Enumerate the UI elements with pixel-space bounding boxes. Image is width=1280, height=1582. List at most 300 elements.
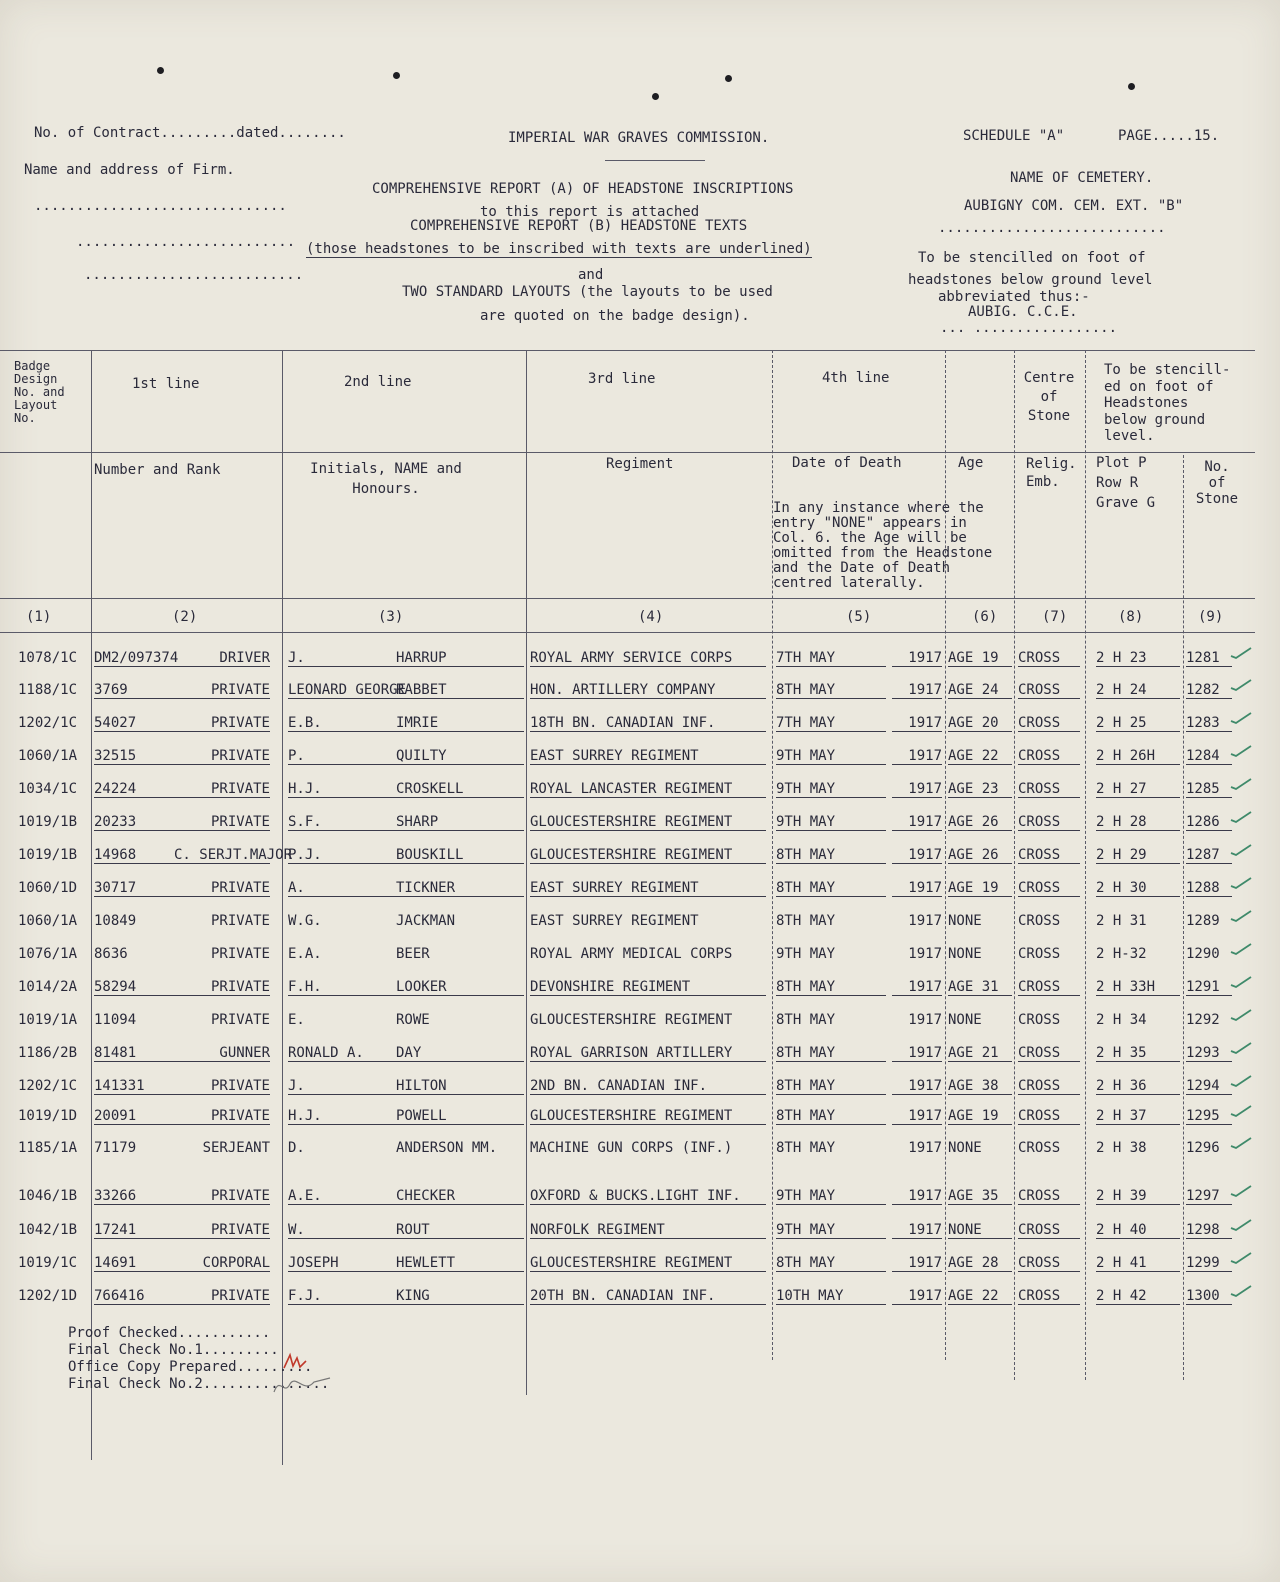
service-number-cell: 81481 — [94, 1045, 184, 1062]
rank-cell: PRIVATE — [174, 748, 270, 765]
proof-checked: Proof Checked........... — [68, 1325, 271, 1341]
surname-cell: RABBET — [396, 682, 524, 699]
religious-emblem-cell: CROSS — [1018, 1222, 1080, 1239]
regiment-cell: ROYAL GARRISON ARTILLERY — [530, 1045, 766, 1062]
badge-no-cell: 1034/1C — [18, 781, 78, 797]
stone-number-cell: 1299 — [1186, 1255, 1232, 1272]
initials-cell: D. — [288, 1140, 305, 1156]
death-year-cell: 1917 — [892, 1045, 942, 1062]
death-date-cell: 8TH MAY — [776, 1045, 886, 1062]
grave-ref-cell: 2 H 38 — [1096, 1140, 1147, 1156]
death-date-cell: 8TH MAY — [776, 1108, 886, 1125]
death-year-cell: 1917 — [892, 1255, 942, 1272]
service-number-cell: 3769 — [94, 682, 184, 699]
stone-number-cell: 1294 — [1186, 1078, 1232, 1095]
stone-number-cell: 1288 — [1186, 880, 1232, 897]
rank-cell: PRIVATE — [174, 1222, 270, 1239]
punch-hole — [1127, 82, 1137, 92]
age-cell: AGE 38 — [948, 1078, 1012, 1095]
check-tick-icon — [1230, 742, 1252, 754]
age-cell: AGE 19 — [948, 650, 1012, 667]
punch-hole — [156, 66, 166, 76]
religious-emblem-cell: CROSS — [1018, 715, 1080, 732]
stone-number-cell: 1290 — [1186, 946, 1220, 962]
death-date-cell: 9TH MAY — [776, 748, 886, 765]
title-rule — [605, 160, 705, 161]
badge-no-cell: 1188/1C — [18, 682, 78, 698]
stone-number-cell: 1298 — [1186, 1222, 1232, 1239]
stencil-line-3: abbreviated thus:- — [938, 289, 1090, 305]
col2-subheader: Number and Rank — [94, 462, 221, 478]
check-tick-icon — [1230, 1282, 1252, 1294]
col-divider — [91, 350, 92, 1460]
death-year-cell: 1917 — [892, 1222, 942, 1239]
rank-cell: PRIVATE — [174, 979, 270, 996]
death-year-cell: 1917 — [892, 1078, 942, 1095]
and-text: and — [578, 267, 604, 283]
stone-number-cell: 1286 — [1186, 814, 1232, 831]
surname-cell: DAY — [396, 1045, 524, 1062]
regiment-cell: GLOUCESTERSHIRE REGIMENT — [530, 1108, 766, 1125]
col3-subheader: Initials, NAME and Honours. — [310, 461, 462, 497]
contract-line: No. of Contract.........dated........ — [34, 125, 346, 141]
regiment-cell: EAST SURREY REGIMENT — [530, 748, 766, 765]
service-number-cell: 10849 — [94, 913, 137, 929]
col1-header: Badge Design No. and Layout No. — [14, 359, 65, 425]
office-copy: Office Copy Prepared......... — [68, 1359, 313, 1375]
column-number: (7) — [1042, 609, 1068, 625]
rank-cell: PRIVATE — [174, 1188, 270, 1205]
col5-header: 4th line — [822, 370, 890, 386]
regiment-cell: GLOUCESTERSHIRE REGIMENT — [530, 847, 766, 864]
stone-number-cell: 1283 — [1186, 715, 1232, 732]
initials-cell: J. — [288, 1078, 398, 1095]
death-date-cell: 8TH MAY — [776, 913, 836, 929]
initials-cell: J. — [288, 650, 398, 667]
death-date-cell: 8TH MAY — [776, 1140, 836, 1156]
badge-no-cell: 1014/2A — [18, 979, 78, 995]
stone-number-cell: 1300 — [1186, 1288, 1232, 1305]
stone-number-cell: 1289 — [1186, 913, 1220, 929]
regiment-cell: GLOUCESTERSHIRE REGIMENT — [530, 1012, 733, 1028]
age-cell: NONE — [948, 913, 982, 929]
initials-cell: W.G. — [288, 913, 322, 929]
surname-cell: ROUT — [396, 1222, 524, 1239]
col4-subheader: Regiment — [606, 456, 674, 472]
death-date-cell: 9TH MAY — [776, 946, 836, 962]
service-number-cell: 141331 — [94, 1078, 184, 1095]
surname-cell: TICKNER — [396, 880, 524, 897]
col8-subheader: Plot P Row R Grave G — [1096, 455, 1156, 511]
rank-cell: PRIVATE — [174, 781, 270, 798]
check-tick-icon — [1230, 940, 1252, 952]
col5-subheader: Date of Death — [792, 455, 902, 471]
badge-no-cell: 1019/1B — [18, 814, 78, 830]
column-number: (2) — [172, 609, 198, 625]
column-number: (3) — [378, 609, 404, 625]
rank-cell: PRIVATE — [174, 1288, 270, 1305]
service-number-cell: 54027 — [94, 715, 184, 732]
check-tick-icon — [1230, 709, 1252, 721]
check-tick-icon — [1230, 1102, 1252, 1114]
badge-no-cell: 1060/1A — [18, 748, 78, 764]
service-number-cell: DM2/097374 — [94, 650, 184, 667]
col7-header: Centre of Stone — [1023, 370, 1075, 424]
age-cell: AGE 19 — [948, 880, 1012, 897]
col-divider — [526, 350, 527, 1395]
grave-ref-cell: 2 H 35 — [1096, 1045, 1180, 1062]
check-tick-icon — [1230, 808, 1252, 820]
badge-no-cell: 1060/1A — [18, 913, 78, 929]
regiment-cell: EAST SURREY REGIMENT — [530, 913, 699, 929]
service-number-cell: 58294 — [94, 979, 184, 996]
check-tick-icon — [1230, 1249, 1252, 1261]
death-year-cell: 1917 — [908, 913, 942, 929]
column-number: (1) — [26, 609, 52, 625]
stone-number-cell: 1284 — [1186, 748, 1232, 765]
col-divider — [1183, 455, 1184, 1380]
religious-emblem-cell: CROSS — [1018, 1108, 1080, 1125]
service-number-cell: 11094 — [94, 1012, 137, 1028]
check-tick-icon — [1230, 1072, 1252, 1084]
stencil-line-2: headstones below ground level — [908, 272, 1153, 288]
religious-emblem-cell: CROSS — [1018, 1045, 1080, 1062]
grave-ref-cell: 2 H 36 — [1096, 1078, 1180, 1095]
age-cell: AGE 31 — [948, 979, 1012, 996]
punch-hole — [724, 74, 734, 84]
check-tick-icon — [1230, 874, 1252, 886]
death-date-cell: 8TH MAY — [776, 847, 886, 864]
check-tick-icon — [1230, 1006, 1252, 1018]
surname-cell: KING — [396, 1288, 524, 1305]
death-date-cell: 10TH MAY — [776, 1288, 886, 1305]
badge-no-cell: 1202/1C — [18, 1078, 78, 1094]
death-year-cell: 1917 — [908, 946, 942, 962]
column-number: (6) — [972, 609, 998, 625]
grave-ref-cell: 2 H 24 — [1096, 682, 1180, 699]
regiment-cell: MACHINE GUN CORPS (INF.) — [530, 1140, 733, 1156]
cemetery-label: NAME OF CEMETERY. — [1010, 170, 1154, 186]
service-number-cell: 17241 — [94, 1222, 184, 1239]
stone-number-cell: 1285 — [1186, 781, 1232, 798]
badge-no-cell: 1185/1A — [18, 1140, 78, 1156]
age-cell: NONE — [948, 1012, 982, 1028]
report-a-title: COMPREHENSIVE REPORT (A) OF HEADSTONE INSCRIPTIONS — [372, 181, 794, 197]
stone-number-cell: 1295 — [1186, 1108, 1232, 1125]
death-year-cell: 1917 — [892, 781, 942, 798]
surname-cell: BEER — [396, 946, 430, 962]
grave-ref-cell: 2 H 27 — [1096, 781, 1180, 798]
age-omission-note: In any instance where the entry "NONE" appears in Col. 6. the Age will be omitted from the Headstone and the Date of Death centred laterally. — [773, 500, 993, 591]
rank-cell: PRIVATE — [210, 946, 270, 962]
layouts-line-2: are quoted on the badge design). — [480, 308, 750, 324]
regiment-cell: ROYAL ARMY MEDICAL CORPS — [530, 946, 733, 962]
religious-emblem-cell: CROSS — [1018, 650, 1080, 667]
death-year-cell: 1917 — [892, 847, 942, 864]
death-year-cell: 1917 — [892, 880, 942, 897]
religious-emblem-cell: CROSS — [1018, 1255, 1080, 1272]
check-tick-icon — [1230, 676, 1252, 688]
rank-cell: C. SERJT.MAJOR — [174, 847, 293, 863]
stencil-line-1: To be stencilled on foot of — [918, 250, 1146, 266]
badge-no-cell: 1078/1C — [18, 650, 78, 666]
religious-emblem-cell: CROSS — [1018, 1078, 1080, 1095]
grave-ref-cell: 2 H 23 — [1096, 650, 1180, 667]
death-date-cell: 7TH MAY — [776, 650, 886, 667]
religious-emblem-cell: CROSS — [1018, 1140, 1061, 1156]
col-divider — [282, 350, 283, 1465]
check-tick-icon — [1230, 973, 1252, 985]
regiment-cell: OXFORD & BUCKS.LIGHT INF. — [530, 1188, 766, 1205]
initials-cell: E.A. — [288, 946, 322, 962]
initials-cell: A.E. — [288, 1188, 398, 1205]
firm-dots-2: .......................... — [76, 234, 296, 250]
surname-cell: CROSKELL — [396, 781, 524, 798]
table-top-rule — [0, 350, 1255, 351]
badge-no-cell: 1019/1A — [18, 1012, 78, 1028]
regiment-cell: 2ND BN. CANADIAN INF. — [530, 1078, 766, 1095]
regiment-cell: ROYAL ARMY SERVICE CORPS — [530, 650, 766, 667]
service-number-cell: 14691 — [94, 1255, 184, 1272]
death-date-cell: 8TH MAY — [776, 880, 886, 897]
regiment-cell: GLOUCESTERSHIRE REGIMENT — [530, 1255, 766, 1272]
rank-cell: GUNNER — [174, 1045, 270, 1062]
initials-cell: P. — [288, 748, 398, 765]
final-check-2: Final Check No.2............... — [68, 1376, 330, 1392]
regiment-cell: 20TH BN. CANADIAN INF. — [530, 1288, 766, 1305]
grave-ref-cell: 2 H 25 — [1096, 715, 1180, 732]
rank-cell: PRIVATE — [174, 1078, 270, 1095]
initials-cell: LEONARD GEORGE — [288, 682, 407, 698]
col2-header: 1st line — [132, 376, 200, 392]
initials-cell: E.B. — [288, 715, 398, 732]
religious-emblem-cell: CROSS — [1018, 781, 1080, 798]
page-number: PAGE.....15. — [1118, 128, 1220, 144]
check-tick-icon — [1230, 841, 1252, 853]
service-number-cell: 20233 — [94, 814, 184, 831]
regiment-cell: ROYAL LANCASTER REGIMENT — [530, 781, 766, 798]
badge-no-cell: 1019/1D — [18, 1108, 78, 1124]
religious-emblem-cell: CROSS — [1018, 748, 1080, 765]
age-cell: AGE 22 — [948, 1288, 1012, 1305]
stencil-dots: ... ................. — [940, 320, 1118, 336]
rank-cell: DRIVER — [174, 650, 270, 667]
surname-cell: HEWLETT — [396, 1255, 524, 1272]
numbers-rule — [0, 632, 1255, 633]
surname-cell: JACKMAN — [396, 913, 456, 929]
column-number: (5) — [846, 609, 872, 625]
initials-cell: RONALD A. — [288, 1045, 398, 1062]
cemetery-name: AUBIGNY COM. CEM. EXT. "B" — [964, 198, 1184, 214]
death-date-cell: 8TH MAY — [776, 1012, 836, 1028]
regiment-cell: DEVONSHIRE REGIMENT — [530, 979, 766, 996]
check-tick-icon — [1230, 1039, 1252, 1051]
grave-ref-cell: 2 H 31 — [1096, 913, 1147, 929]
religious-emblem-cell: CROSS — [1018, 946, 1061, 962]
grave-ref-cell: 2 H 37 — [1096, 1108, 1180, 1125]
grave-ref-cell: 2 H 34 — [1096, 1012, 1147, 1028]
age-cell: AGE 20 — [948, 715, 1012, 732]
grave-ref-cell: 2 H 26H — [1096, 748, 1180, 765]
badge-no-cell: 1046/1B — [18, 1188, 78, 1204]
rank-cell: PRIVATE — [210, 1012, 270, 1028]
punch-hole — [392, 71, 402, 81]
surname-cell: ANDERSON MM. — [396, 1140, 498, 1156]
regiment-cell: GLOUCESTERSHIRE REGIMENT — [530, 814, 766, 831]
death-date-cell: 8TH MAY — [776, 1078, 886, 1095]
grave-ref-cell: 2 H 40 — [1096, 1222, 1180, 1239]
religious-emblem-cell: CROSS — [1018, 682, 1080, 699]
regiment-cell: NORFOLK REGIMENT — [530, 1222, 766, 1239]
surname-cell: CHECKER — [396, 1188, 524, 1205]
religious-emblem-cell: CROSS — [1018, 880, 1080, 897]
badge-no-cell: 1060/1D — [18, 880, 78, 896]
badge-no-cell: 1202/1D — [18, 1288, 78, 1304]
death-year-cell: 1917 — [892, 682, 942, 699]
stone-number-cell: 1282 — [1186, 682, 1232, 699]
firm-dots-3: .......................... — [84, 267, 304, 283]
initials-cell: S.F. — [288, 814, 398, 831]
rank-cell: PRIVATE — [174, 682, 270, 699]
death-year-cell: 1917 — [892, 748, 942, 765]
col89-header: To be stencill- ed on foot of Headstones below ground level. — [1104, 362, 1231, 444]
death-date-cell: 9TH MAY — [776, 814, 886, 831]
commission-title: IMPERIAL WAR GRAVES COMMISSION. — [508, 130, 770, 146]
rank-cell: PRIVATE — [174, 715, 270, 732]
stone-number-cell: 1296 — [1186, 1140, 1220, 1156]
initials-cell: F.H. — [288, 979, 398, 996]
service-number-cell: 20091 — [94, 1108, 184, 1125]
column-number: (4) — [638, 609, 664, 625]
surname-cell: IMRIE — [396, 715, 524, 732]
initials-cell: E. — [288, 1012, 305, 1028]
religious-emblem-cell: CROSS — [1018, 979, 1080, 996]
grave-ref-cell: 2 H 30 — [1096, 880, 1180, 897]
rank-cell: SERJEANT — [202, 1140, 270, 1156]
badge-no-cell: 1019/1C — [18, 1255, 78, 1271]
death-year-cell: 1917 — [892, 1188, 942, 1205]
religious-emblem-cell: CROSS — [1018, 1288, 1080, 1305]
badge-no-cell: 1019/1B — [18, 847, 78, 863]
stone-number-cell: 1287 — [1186, 847, 1232, 864]
schedule-label: SCHEDULE "A" — [963, 128, 1065, 144]
surname-cell: LOOKER — [396, 979, 524, 996]
layouts-line-1: TWO STANDARD LAYOUTS (the layouts to be used — [402, 284, 773, 300]
regiment-cell: HON. ARTILLERY COMPANY — [530, 682, 766, 699]
surname-cell: HARRUP — [396, 650, 524, 667]
death-year-cell: 1917 — [908, 1012, 942, 1028]
death-date-cell: 8TH MAY — [776, 1255, 886, 1272]
death-date-cell: 9TH MAY — [776, 1222, 886, 1239]
service-number-cell: 71179 — [94, 1140, 137, 1156]
col9-subheader: No. of Stone — [1195, 459, 1239, 507]
surname-cell: POWELL — [396, 1108, 524, 1125]
badge-no-cell: 1076/1A — [18, 946, 78, 962]
surname-cell: QUILTY — [396, 748, 524, 765]
initials-cell: H.J. — [288, 781, 398, 798]
age-cell: AGE 21 — [948, 1045, 1012, 1062]
religious-emblem-cell: CROSS — [1018, 814, 1080, 831]
pencil-initials-mark — [270, 1372, 334, 1398]
check-tick-icon — [1230, 907, 1252, 919]
service-number-cell: 24224 — [94, 781, 184, 798]
col-divider — [1085, 350, 1086, 1380]
col7-subheader: Relig. Emb. — [1026, 456, 1077, 490]
rank-cell: PRIVATE — [210, 913, 270, 929]
religious-emblem-cell: CROSS — [1018, 913, 1061, 929]
red-initials-mark — [282, 1352, 308, 1372]
check-tick-icon — [1230, 1134, 1252, 1146]
badge-no-cell: 1042/1B — [18, 1222, 78, 1238]
initials-cell: P.J. — [288, 847, 398, 864]
column-number: (8) — [1118, 609, 1144, 625]
age-cell: AGE 22 — [948, 748, 1012, 765]
col6-subheader: Age — [958, 455, 984, 471]
religious-emblem-cell: CROSS — [1018, 1012, 1061, 1028]
check-tick-icon — [1230, 1216, 1252, 1228]
religious-emblem-cell: CROSS — [1018, 847, 1080, 864]
stone-number-cell: 1291 — [1186, 979, 1232, 996]
rank-cell: CORPORAL — [174, 1255, 270, 1272]
grave-ref-cell: 2 H 28 — [1096, 814, 1180, 831]
age-cell: AGE 26 — [948, 814, 1012, 831]
report-b-title: COMPREHENSIVE REPORT (B) HEADSTONE TEXTS — [410, 218, 748, 234]
check-tick-icon — [1230, 1182, 1252, 1194]
age-cell: AGE 24 — [948, 682, 1012, 699]
initials-cell: A. — [288, 880, 398, 897]
death-year-cell: 1917 — [892, 979, 942, 996]
regiment-cell: EAST SURREY REGIMENT — [530, 880, 766, 897]
surname-cell: BOUSKILL — [396, 847, 524, 864]
final-check-1: Final Check No.1......... — [68, 1342, 279, 1358]
age-cell: NONE — [948, 1222, 1012, 1239]
grave-ref-cell: 2 H 41 — [1096, 1255, 1180, 1272]
age-cell: AGE 23 — [948, 781, 1012, 798]
rank-cell: PRIVATE — [174, 814, 270, 831]
grave-ref-cell: 2 H-32 — [1096, 946, 1147, 962]
stone-number-cell: 1281 — [1186, 650, 1232, 667]
stencil-abbrev: AUBIG. C.C.E. — [968, 304, 1078, 320]
death-date-cell: 8TH MAY — [776, 979, 886, 996]
firm-dots-1: .............................. — [34, 198, 287, 214]
badge-no-cell: 1186/2B — [18, 1045, 78, 1061]
grave-ref-cell: 2 H 29 — [1096, 847, 1180, 864]
col-divider — [1014, 350, 1015, 1380]
service-number-cell: 32515 — [94, 748, 184, 765]
firm-label: Name and address of Firm. — [24, 162, 235, 178]
surname-cell: SHARP — [396, 814, 524, 831]
death-date-cell: 9TH MAY — [776, 781, 886, 798]
header-bottom-rule — [0, 598, 1255, 599]
service-number-cell: 30717 — [94, 880, 184, 897]
check-tick-icon — [1230, 644, 1252, 656]
surname-cell: ROWE — [396, 1012, 430, 1028]
initials-cell: H.J. — [288, 1108, 398, 1125]
grave-ref-cell: 2 H 33H — [1096, 979, 1180, 996]
attached-text: to this report is attached — [480, 204, 700, 220]
death-year-cell: 1917 — [892, 715, 942, 732]
grave-ref-cell: 2 H 39 — [1096, 1188, 1180, 1205]
initials-cell: JOSEPH — [288, 1255, 398, 1272]
check-tick-icon — [1230, 775, 1252, 787]
initials-cell: W. — [288, 1222, 398, 1239]
death-date-cell: 9TH MAY — [776, 1188, 886, 1205]
death-date-cell: 7TH MAY — [776, 715, 886, 732]
death-date-cell: 8TH MAY — [776, 682, 886, 699]
grave-ref-cell: 2 H 42 — [1096, 1288, 1180, 1305]
punch-hole — [651, 92, 661, 102]
service-number-cell: 33266 — [94, 1188, 184, 1205]
